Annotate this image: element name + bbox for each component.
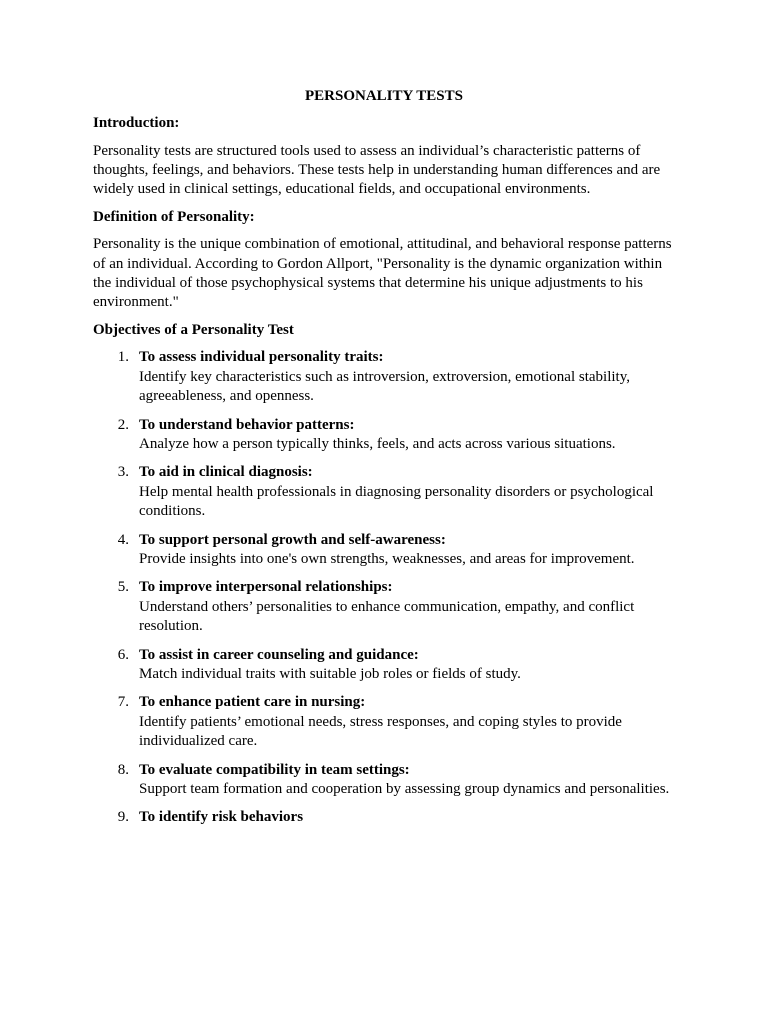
- list-item: [93, 808, 675, 827]
- list-item: [93, 761, 675, 800]
- definition-heading: Definition of Personality:: [93, 208, 255, 225]
- list-item-description: Identify patients’ emotional needs, stress responses, and coping styles to provide individualized care.: [139, 713, 622, 750]
- list-item: [93, 693, 675, 751]
- list-item-title: To aid in clinical diagnosis:: [139, 464, 313, 481]
- list-item-number: 5.: [117, 579, 129, 596]
- list-item-description: Support team formation and cooperation by assessing group dynamics and personalities.: [139, 781, 670, 798]
- introduction-heading: Introduction:: [93, 115, 180, 131]
- list-item-number: 1.: [117, 349, 129, 366]
- list-item-title: To understand behavior patterns:: [139, 416, 355, 433]
- list-item: [93, 348, 675, 406]
- list-item-title: To improve interpersonal relationships:: [139, 579, 393, 596]
- list-item: [93, 646, 675, 685]
- list-item-title: To enhance patient care in nursing:: [139, 694, 366, 711]
- list-item-title: To identify risk behaviors: [139, 809, 304, 826]
- list-item-title: To assess individual personality traits:: [139, 349, 384, 366]
- objectives-heading: Objectives of a Personality Test: [93, 321, 294, 338]
- list-item: [93, 531, 675, 570]
- list-item: [93, 463, 675, 521]
- document-title: PERSONALITY TESTS: [305, 88, 463, 104]
- list-item-title: To evaluate compatibility in team settings:: [139, 761, 410, 778]
- list-item-number: 6.: [117, 646, 129, 663]
- objectives-list: [93, 348, 675, 828]
- list-item-number: 8.: [117, 761, 129, 778]
- list-item: [93, 578, 675, 636]
- definition-paragraph: Personality is the unique combination of emotional, attitudinal, and behavioral response patterns of an individual. According to Gordon Allport, "Personality is the dynamic organization within the individual of those psychophysical systems that determine his unique adjustments to his environment.": [93, 236, 672, 311]
- list-item-number: 4.: [117, 531, 129, 548]
- list-item-description: Analyze how a person typically thinks, feels, and acts across various situations.: [139, 435, 616, 452]
- list-item-number: 3.: [117, 464, 129, 481]
- list-item: [93, 416, 675, 455]
- list-item-number: 9.: [117, 809, 129, 826]
- list-item-description: Understand others’ personalities to enhance communication, empathy, and conflict resolution.: [139, 598, 635, 635]
- list-item-description: Identify key characteristics such as introversion, extroversion, emotional stability, agreeableness, and openness.: [139, 368, 630, 405]
- introduction-paragraph: Personality tests are structured tools used to assess an individual’s characteristic patterns of thoughts, feelings, and behaviors. These tests help in understanding human differences and are widely used in clinical settings, educational fields, and occupational environments.: [93, 142, 661, 198]
- document-page: [93, 86, 675, 837]
- list-item-description: Match individual traits with suitable job roles or fields of study.: [139, 666, 521, 683]
- list-item-description: Help mental health professionals in diagnosing personality disorders or psychological conditions.: [139, 483, 654, 520]
- list-item-title: To assist in career counseling and guidance:: [139, 646, 419, 663]
- list-item-number: 2.: [117, 416, 129, 433]
- list-item-description: Provide insights into one's own strengths, weaknesses, and areas for improvement.: [139, 551, 635, 567]
- list-item-title: To support personal growth and self-awareness:: [139, 531, 446, 548]
- list-item-number: 7.: [117, 694, 129, 711]
